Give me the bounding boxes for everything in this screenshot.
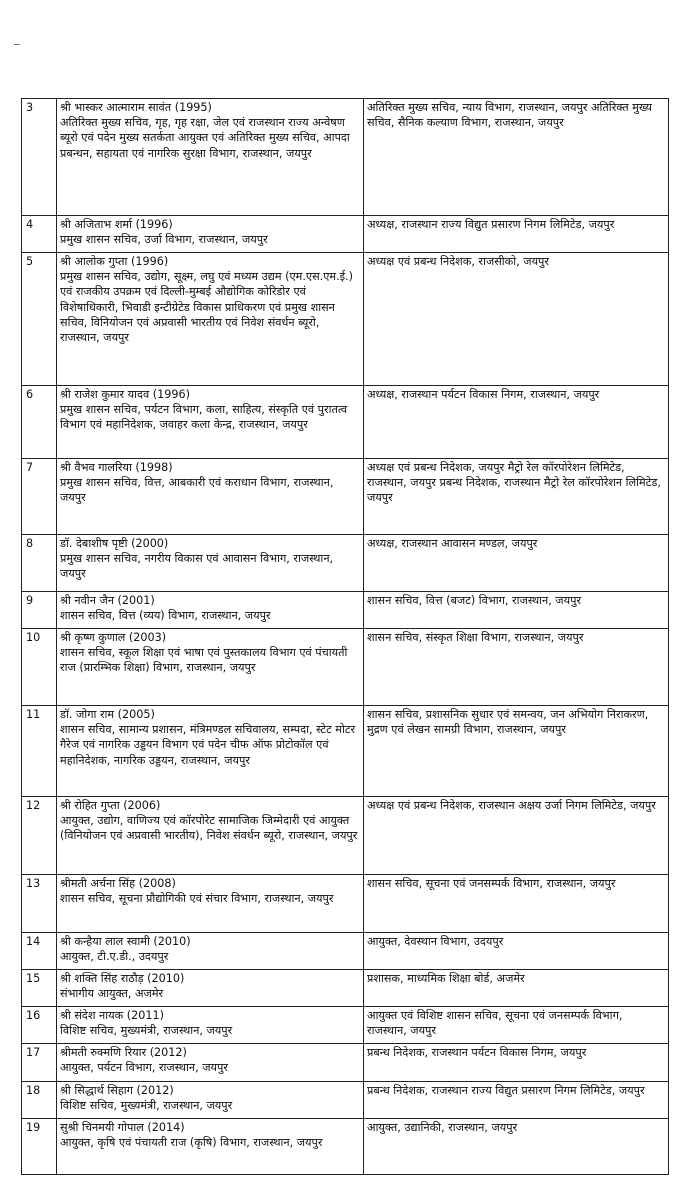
current-posting: आयुक्त, उद्योग, वाणिज्य एवं कॉरपोरेट सामाजिक जिम्मेदारी एवं आयुक्त (विनियोजन एवं अप्रवासी भारतीय), निवेश संवर्धन ब्यूरो, राजस्थान, जयपुर bbox=[60, 814, 358, 843]
serial-number: 17 bbox=[22, 1044, 57, 1082]
new-posting: प्रबन्ध निदेशक, राजस्थान पर्यटन विकास निगम, जयपुर bbox=[364, 1044, 669, 1082]
new-posting: अध्यक्ष, राजस्थान पर्यटन विकास निगम, राजस्थान, जयपुर bbox=[364, 386, 669, 459]
officer-cell bbox=[57, 1044, 364, 1082]
new-posting: शासन सचिव, संस्कृत शिक्षा विभाग, राजस्थान, जयपुर bbox=[364, 629, 669, 706]
current-posting: शासन सचिव, वित्त (व्यय) विभाग, राजस्थान, जयपुर bbox=[60, 609, 271, 623]
officer-name: श्री कन्हैया लाल स्वामी (2010) bbox=[60, 935, 191, 948]
serial-number: 16 bbox=[22, 1007, 57, 1044]
serial-number: 4 bbox=[22, 216, 57, 253]
table-row bbox=[22, 970, 669, 1007]
officer-name: श्री वैभव गालरिया (1998) bbox=[60, 461, 173, 474]
table-row bbox=[22, 592, 669, 629]
table-row bbox=[22, 216, 669, 253]
table-row bbox=[22, 1082, 669, 1119]
officer-cell bbox=[57, 706, 364, 797]
serial-number: 19 bbox=[22, 1119, 57, 1175]
officer-name: सुश्री चिनमयी गोपाल (2014) bbox=[60, 1121, 185, 1134]
current-posting: प्रमुख शासन सचिव, नगरीय विकास एवं आवासन विभाग, राजस्थान, जयपुर bbox=[60, 552, 334, 581]
table-row bbox=[22, 629, 669, 706]
current-posting: शासन सचिव, सामान्य प्रशासन, मंत्रिमण्डल सचिवालय, सम्पदा, स्टेट मोटर गैरेज एवं नागरिक उड्डयन विभाग एवं पदेन चीफ ऑफ प्रोटोकॉल एवं महानिदेशक, नागरिक उड्डयन, राजस्थान, जयपुर bbox=[60, 723, 356, 767]
officer-name: श्री राजेश कुमार यादव (1996) bbox=[60, 388, 190, 401]
serial-number: 8 bbox=[22, 535, 57, 592]
officer-name: श्री अजिताभ शर्मा (1996) bbox=[60, 218, 173, 231]
new-posting: अध्यक्ष एवं प्रबन्ध निदेशक, राजसीको, जयपुर bbox=[364, 253, 669, 386]
officer-cell bbox=[57, 592, 364, 629]
officer-cell bbox=[57, 459, 364, 535]
table-row bbox=[22, 875, 669, 933]
table-row bbox=[22, 99, 669, 216]
table-row bbox=[22, 459, 669, 535]
current-posting: प्रमुख शासन सचिव, उद्योग, सूक्ष्म, लघु एवं मध्यम उद्यम (एम.एस.एम.ई.) एवं राजकीय उपक्रम एवं दिल्ली-मुम्बई औद्योगिक कोरिडोर एवं विशेषाधिकारी, भिवाडी इन्टीग्रेटेड विकास प्राधिकरण एवं प्रमुख शासन सचिव, विनियोजन एवं अप्रवासी भारतीय एवं निवेश संवर्धन ब्यूरो, राजस्थान, जयपुर bbox=[60, 270, 354, 345]
officer-cell bbox=[57, 216, 364, 253]
officer-cell bbox=[57, 386, 364, 459]
current-posting: प्रमुख शासन सचिव, उर्जा विभाग, राजस्थान, जयपुर bbox=[60, 233, 268, 247]
table-row bbox=[22, 797, 669, 875]
officer-cell bbox=[57, 933, 364, 970]
table-row bbox=[22, 1007, 669, 1044]
current-posting: अतिरिक्त मुख्य सचिव, गृह, गृह रक्षा, जेल एवं राजस्थान राज्य अन्वेषण ब्यूरो एवं पदेन मुख्य सतर्कता आयुक्त एवं अतिरिक्त मुख्य सचिव, आपदा प्रबन्धन, सहायता एवं नागरिक सुरक्षा विभाग, राजस्थान, जयपुर bbox=[60, 116, 350, 160]
officer-cell bbox=[57, 875, 364, 933]
table-row bbox=[22, 386, 669, 459]
officer-name: श्री रोहित गुप्ता (2006) bbox=[60, 799, 161, 812]
officer-name: श्री शक्ति सिंह राठौड़ (2010) bbox=[60, 972, 185, 985]
serial-number: 9 bbox=[22, 592, 57, 629]
officer-cell bbox=[57, 1082, 364, 1119]
serial-number: 14 bbox=[22, 933, 57, 970]
officer-cell bbox=[57, 535, 364, 592]
serial-number: 6 bbox=[22, 386, 57, 459]
serial-number: 13 bbox=[22, 875, 57, 933]
current-posting: आयुक्त, कृषि एवं पंचायती राज (कृषि) विभाग, राजस्थान, जयपुर bbox=[60, 1136, 323, 1150]
officer-cell bbox=[57, 970, 364, 1007]
current-posting: आयुक्त, पर्यटन विभाग, राजस्थान, जयपुर bbox=[60, 1061, 228, 1075]
table-row bbox=[22, 1044, 669, 1082]
officer-name: श्रीमती रुक्मणि रियार (2012) bbox=[60, 1046, 187, 1059]
current-posting: संभागीय आयुक्त, अजमेर bbox=[60, 987, 164, 1001]
officer-name: श्री सिद्धार्थ सिहाग (2012) bbox=[60, 1084, 174, 1097]
new-posting: अध्यक्ष एवं प्रबन्ध निदेशक, राजस्थान अक्षय उर्जा निगम लिमिटेड, जयपुर bbox=[364, 797, 669, 875]
new-posting: आयुक्त, उद्यानिकी, राजस्थान, जयपुर bbox=[364, 1119, 669, 1175]
serial-number: 12 bbox=[22, 797, 57, 875]
current-posting: प्रमुख शासन सचिव, पर्यटन विभाग, कला, साहित्य, संस्कृति एवं पुरातत्व विभाग एवं महानिदेशक, जवाहर कला केन्द्र, राजस्थान, जयपुर bbox=[60, 403, 348, 432]
officer-name: श्री संदेश नायक (2011) bbox=[60, 1009, 164, 1022]
current-posting: विशिष्ट सचिव, मुख्यमंत्री, राजस्थान, जयपुर bbox=[60, 1024, 233, 1038]
new-posting: शासन सचिव, सूचना एवं जनसम्पर्क विभाग, राजस्थान, जयपुर bbox=[364, 875, 669, 933]
new-posting: अध्यक्ष, राजस्थान आवासन मण्डल, जयपुर bbox=[364, 535, 669, 592]
new-posting: अध्यक्ष एवं प्रबन्ध निदेशक, जयपुर मैट्रो रेल कॉरपोरेशन लिमिटेड, राजस्थान, जयपुर प्रबन्ध निदेशक, राजस्थान मैट्रो रेल कॉरपोरेशन लिमिटेड, जयपुर bbox=[364, 459, 669, 535]
serial-number: 7 bbox=[22, 459, 57, 535]
current-posting: विशिष्ट सचिव, मुख्यमंत्री, राजस्थान, जयपुर bbox=[60, 1099, 233, 1113]
table-row bbox=[22, 933, 669, 970]
officer-name: डॉ. जोगा राम (2005) bbox=[60, 708, 155, 721]
serial-number: 10 bbox=[22, 629, 57, 706]
table-row bbox=[22, 1119, 669, 1175]
officer-cell bbox=[57, 99, 364, 216]
officer-cell bbox=[57, 797, 364, 875]
officer-transfer-table bbox=[21, 98, 669, 1175]
officer-cell bbox=[57, 253, 364, 386]
officer-cell bbox=[57, 1007, 364, 1044]
new-posting: अतिरिक्त मुख्य सचिव, न्याय विभाग, राजस्थान, जयपुर अतिरिक्त मुख्य सचिव, सैनिक कल्याण विभाग, राजस्थान, जयपुर bbox=[364, 99, 669, 216]
serial-number: 11 bbox=[22, 706, 57, 797]
page-mark bbox=[14, 44, 20, 45]
new-posting: प्रशासक, माध्यमिक शिक्षा बोर्ड, अजमेर bbox=[364, 970, 669, 1007]
officer-cell bbox=[57, 1119, 364, 1175]
officer-name: श्री आलोक गुप्ता (1996) bbox=[60, 255, 169, 268]
new-posting: शासन सचिव, वित्त (बजट) विभाग, राजस्थान, जयपुर bbox=[364, 592, 669, 629]
officer-name: श्री कृष्ण कुणाल (2003) bbox=[60, 631, 167, 644]
new-posting: आयुक्त एवं विशिष्ट शासन सचिव, सूचना एवं जनसम्पर्क विभाग, राजस्थान, जयपुर bbox=[364, 1007, 669, 1044]
table-row bbox=[22, 535, 669, 592]
table-row bbox=[22, 706, 669, 797]
new-posting: अध्यक्ष, राजस्थान राज्य विद्युत प्रसारण निगम लिमिटेड, जयपुर bbox=[364, 216, 669, 253]
officer-name: श्री नवीन जैन (2001) bbox=[60, 594, 155, 607]
officer-name: श्री भास्कर आत्माराम सावंत (1995) bbox=[60, 101, 212, 114]
new-posting: शासन सचिव, प्रशासनिक सुधार एवं समन्वय, जन अभियोग निराकरण, मुद्रण एवं लेखन सामग्री विभाग, राजस्थान, जयपुर bbox=[364, 706, 669, 797]
serial-number: 3 bbox=[22, 99, 57, 216]
serial-number: 18 bbox=[22, 1082, 57, 1119]
serial-number: 5 bbox=[22, 253, 57, 386]
current-posting: शासन सचिव, स्कूल शिक्षा एवं भाषा एवं पुस्तकालय विभाग एवं पंचायती राज (प्रारम्भिक शिक्षा) विभाग, राजस्थान, जयपुर bbox=[60, 646, 348, 675]
new-posting: प्रबन्ध निदेशक, राजस्थान राज्य विद्युत प्रसारण निगम लिमिटेड, जयपुर bbox=[364, 1082, 669, 1119]
current-posting: प्रमुख शासन सचिव, वित्त, आबकारी एवं कराधान विभाग, राजस्थान, जयपुर bbox=[60, 476, 334, 505]
serial-number: 15 bbox=[22, 970, 57, 1007]
officer-name: डॉ. देबाशीष पृष्टी (2000) bbox=[60, 537, 169, 550]
officer-cell bbox=[57, 629, 364, 706]
current-posting: शासन सचिव, सूचना प्रौद्योगिकी एवं संचार विभाग, राजस्थान, जयपुर bbox=[60, 892, 334, 906]
table-row bbox=[22, 253, 669, 386]
officer-name: श्रीमती अर्चना सिंह (2008) bbox=[60, 877, 176, 890]
new-posting: आयुक्त, देवस्थान विभाग, उदयपुर bbox=[364, 933, 669, 970]
current-posting: आयुक्त, टी.ए.डी., उदयपुर bbox=[60, 950, 169, 964]
